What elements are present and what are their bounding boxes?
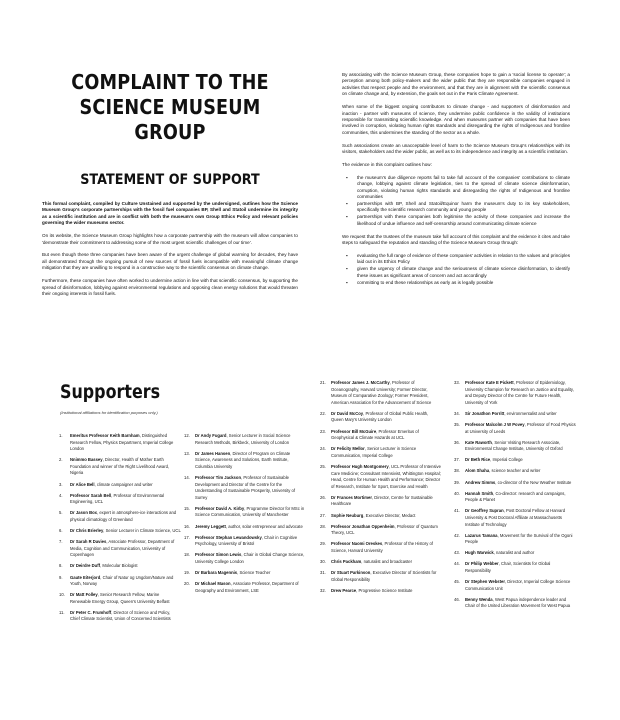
supporter-item (454, 480, 576, 487)
supporter-item (320, 464, 442, 490)
supporters-column-4 (454, 380, 576, 614)
supporter-number: 27. (320, 512, 326, 518)
supporter-affiliation: , co-director of the New Weather Institute (495, 479, 572, 485)
supporter-affiliation: , Chair in Cognitive Psychology, University of Bristol (195, 534, 298, 547)
supporter-name: Chris Packham (331, 558, 362, 564)
supporter-affiliation: , UCL Professor of Intensive Care Medicine; Consultant Intensivist, Whittington Hospital; Head, Centre for Human Health and Performance; Director of Research, Institute for Sport, Exercise and Health (331, 463, 441, 489)
statement-subtitle: STATEMENT OF SUPPORT (80, 172, 260, 188)
supporter-number: 3. (59, 481, 63, 487)
supporter-name: Dr Philip Webber (465, 561, 499, 567)
supporter-item (454, 579, 576, 592)
evidence-item: ▪ partnerships with these companies both legitimise the activity of these companies and increase the likelihood of undue influence and self-censorship around communicating climate science (356, 214, 570, 227)
supporters-column-2 (184, 433, 306, 599)
supporter-item (320, 380, 442, 406)
supporter-name: Dr Chris Brierley (70, 528, 104, 534)
supporter-affiliation: , Professor of Food Physics at University of Leeds (465, 421, 576, 434)
supporter-affiliation: , Senior Lecturer in Social Science Research Methods, Birkbeck, University of London (195, 433, 291, 445)
supporter-number: 7. (59, 539, 63, 545)
supporters-column-1 (59, 433, 181, 628)
supporter-number: 19. (184, 570, 190, 575)
supporter-name: Sophie Neuburg (331, 512, 364, 518)
supporter-number: 9. (59, 574, 63, 580)
supporter-name: Dr Stephen Webster (465, 579, 505, 585)
supporter-item (454, 491, 576, 504)
supporter-affiliation: , Senior Research Fellow, Marine Renewable Energy Group, Queen's University Belfast (70, 592, 170, 604)
supporter-item (320, 429, 442, 442)
supporter-item (454, 468, 576, 475)
supporter-affiliation: , environmentalist and writer (504, 410, 557, 416)
title-line-1: COMPLAINT TO THE (71, 70, 269, 94)
supporter-name: Professor David A. Kirby (195, 505, 245, 511)
supporter-name: Dr Felicity Mellor (331, 446, 365, 452)
supporter-number: 29. (320, 541, 326, 547)
supporter-item (320, 446, 442, 459)
supporter-number: 21. (320, 380, 326, 385)
supporter-affiliation: , Director, Centre for Sustainable Healthcare (331, 494, 433, 507)
supporter-number: 12. (184, 433, 190, 438)
supporter-name: Professor Stephan Lewandowsky (195, 534, 262, 540)
supporter-name: Dr Michael Mason (195, 581, 231, 587)
supporter-number: 16. (184, 523, 190, 529)
supporter-affiliation: , Professor of Global Public Health, Queen Mary's University London (331, 410, 429, 423)
supporter-affiliation: , Professor Emeritus of Geophysical & Climate Hazards at UCL (331, 428, 419, 441)
supporter-affiliation: , Director of Program on Climate Science, Awareness and Solutions, Earth Institute, Columbia University (195, 450, 291, 469)
supporter-item (454, 457, 576, 464)
supporter-name: Dr Peter C. Frumhoff (70, 609, 112, 615)
left-column (42, 62, 298, 304)
supporter-number: 42. (454, 532, 460, 538)
supporter-affiliation: , Movement for the Survival of the Ogoni People (465, 532, 573, 545)
supporter-affiliation: , Co-director: research and campaigns, People & Planet (465, 490, 566, 503)
supporter-number: 34. (454, 410, 460, 416)
supporter-number: 32. (320, 587, 326, 593)
request-item: ▪ evaluating the full range of evidence of these companies' activities in relation to the values and principles laid out in its Ethics Policy (356, 253, 570, 266)
supporter-affiliation: , Imperial College (490, 457, 523, 463)
disinformation-paragraph: Furthermore, these companies have often worked to undermine action in line with that scientific consensus, by supporting the spread of disinformation, lobbying against environmental regulations and opposing clean energy solutions that would threaten their ongoing interests in fossil fuels. (42, 278, 298, 296)
supporter-affiliation: , naturalist and author (493, 550, 535, 556)
supporter-item (184, 581, 306, 594)
supporters-column-3 (320, 380, 442, 599)
supporter-number: 15. (184, 505, 190, 511)
supporter-item (320, 559, 442, 566)
supporter-name: Professor Bill McGuire (331, 428, 377, 434)
supporter-affiliation: , author, solar entrepreneur and advocate (225, 523, 303, 529)
supporter-affiliation: , Associate Professor, Department of Geography and Environment, LSE (195, 581, 299, 593)
supporter-name: Professor James J. McCarthy (331, 380, 390, 385)
supporter-number: 45. (454, 579, 460, 585)
supporter-item (454, 422, 576, 435)
supporter-item (320, 541, 442, 554)
supporter-name: Kate Raworth (465, 439, 492, 445)
supporter-item (59, 539, 181, 559)
social-license-paragraph: By associating with the Science Museum Group, these companies hope to gain a 'social license to operate'; a perception among both policy-makers and the wider public that they are responsible companies engaged in activities that respect people and the environment, and that they are in alignment with the scientific consensus on climate change and, by extension, the goals set out in the Paris Climate Agreement. (342, 72, 570, 97)
supporter-affiliation: , Programme Director for MSc in Science Communication, University of Manchester (195, 505, 305, 518)
supporter-affiliation: , Senior Lecturer in Climate Science, UCL (103, 528, 181, 534)
supporter-name: Dr Deirdre Duff (70, 563, 101, 569)
supporter-item (59, 575, 181, 588)
supporter-name: Professor Sarah Bell (70, 492, 112, 498)
evidence-item: ▪ the museum's due diligence reports fail to take full account of the companies' contributions to climate change, lobbying against climate legislation, ties to the spread of climate science disinformation, corruption, violating human rights standards and disregarding the rights of Indigenous and frontline communities (356, 175, 570, 201)
supporter-number: 46. (454, 596, 460, 602)
title-line-2: SCIENCE MUSEUM (79, 95, 261, 119)
supporter-name: Andrew Simms (465, 479, 496, 485)
supporter-item (320, 411, 442, 424)
supporter-name: Dr Geoffrey Supran (465, 508, 504, 514)
supporter-affiliation: , West Papua independence leader and Chair of the United Liberation Movement for West Papua (465, 596, 571, 609)
supporter-affiliation: , Chair in Global Change Science, University College London (195, 552, 305, 564)
supporter-item (320, 513, 442, 520)
supporter-affiliation: , climate campaigner and writer (94, 481, 153, 487)
supporter-name: Professor Malcolm J W Povey (465, 421, 525, 427)
supporter-name: Dr Barbara Magennis (195, 570, 238, 575)
title-line-3: GROUP (134, 120, 206, 144)
supporter-name: Dr Matt Folley (70, 592, 98, 598)
supporter-name: Hugh Warwick (465, 550, 494, 556)
supporter-affiliation: , Molecular Biologist (100, 563, 138, 569)
supporter-number: 13. (184, 450, 190, 456)
supporter-number: 28. (320, 523, 326, 529)
supporter-affiliation: , Director, Health of Mother Earth Foundation and winner of the Right Livelihood Award, Nigeria (70, 457, 170, 476)
supporter-number: 4. (59, 492, 63, 498)
intro-paragraph: This formal complaint, compiled by Culture Unstained and supported by the undersigned, outlines how the Science Museum Group's corporate partnerships with the fossil fuel companies BP, Shell and Statoil undermine its integrity as a scientific institution and are in conflict with both the museum's own Group Ethics Policy and relevant policies governing the wider museums sector. (42, 201, 298, 226)
supporter-number: 5. (59, 510, 63, 516)
supporter-name: Professor Hugh Montgomery (331, 463, 389, 469)
supporter-item (454, 533, 576, 546)
supporter-affiliation: , Distinguished Research Fellow, Physics Department, Imperial College London (70, 433, 174, 452)
supporter-number: 23. (320, 428, 326, 434)
supporter-item (184, 552, 306, 565)
supporter-affiliation: , Senior Lecturer in Science Communication, Imperial College (331, 446, 417, 458)
supporter-name: Drew Pearce (331, 587, 357, 593)
supporter-item (59, 482, 181, 489)
supporter-item (59, 457, 181, 477)
supporter-affiliation: , Senior Visiting Research Associate, Environmental Change Institute, University of Oxford (465, 439, 563, 452)
evidence-item: ▪ partnerships with BP, Shell and Statoil/Equinor harm the museum's duty to its key stakeholders, specifically the scientific research community and young people (356, 201, 570, 214)
supporter-number: 8. (59, 563, 63, 569)
supporter-affiliation: , Associate Professor, Department of Media, Cognition and Communication, University of Copenhagen (70, 539, 175, 558)
supporter-name: Dr Jason Box (70, 510, 97, 516)
supporter-number: 43. (454, 550, 460, 556)
supporter-name: Emeritus Professor Keith Barnham (70, 433, 140, 438)
supporter-affiliation: , Chair, Scientists for Global Responsibility (465, 561, 551, 573)
document-title (60, 70, 280, 145)
supporters-title: Supporters (60, 382, 161, 403)
website-paragraph: On its website, the Science Museum Group highlights how a corporate partnership with the museum will allow companies to 'demonstrate their commitment to addressing some of the most urgent scientific challenges of our time'. (42, 233, 298, 245)
supporter-number: 18. (184, 552, 190, 558)
supporter-number: 17. (184, 534, 190, 540)
supporter-number: 11. (59, 609, 65, 615)
supporter-affiliation: , naturalist and broadcaster (361, 558, 413, 564)
supporter-affiliation: , Professor of Epidemiology, University Champion for Research on Justice and Equality, and Deputy Director of the Centre for Future Health, University of York (465, 380, 574, 405)
supporter-item (59, 510, 181, 523)
supporter-number: 20. (184, 581, 190, 587)
supporter-number: 2. (59, 457, 63, 463)
supporter-item (320, 524, 442, 537)
supporter-name: Professor Jonathan Oppenheim (331, 523, 395, 529)
supporter-number: 22. (320, 410, 326, 416)
affiliations-note: (Institutional affiliations for identification purposes only.) (60, 410, 158, 415)
supporter-name: Dr James Hansen (195, 450, 231, 456)
supporter-number: 37. (454, 457, 460, 463)
request-item: ▪ given the urgency of climate change and the seriousness of climate science disinformation, to identify these issues as significant areas of concern and act accordingly (356, 266, 570, 279)
supporter-name: Professor Naomi Oreskes (331, 541, 383, 547)
supporter-name: Dr Stuart Parkinson (331, 570, 371, 576)
supporter-number: 10. (59, 592, 65, 598)
supporter-affiliation: , Professor of Environmental Engineering, UCL (70, 492, 165, 505)
supporters-page (0, 360, 620, 720)
supporter-affiliation: , Professor of Oceanography, Harvard University; Former Director, Museum of Comparative Zoology; Former President, American Association for the Advancement of Science (331, 380, 432, 405)
supporter-item (454, 508, 576, 528)
harm-paragraph: Such associations create an unacceptable level of harm to the Science Museum Group's relationships with its visitors, stakeholders and the wider public, as well as to its independence and integrity as a scientific institution. (342, 142, 570, 155)
supporter-number: 31. (320, 570, 326, 576)
request-intro: We request that the trustees of the museum take full account of this complaint and the evidence it cites and take steps to safeguard the reputation and standing of the Science Museum Group through: (342, 233, 570, 246)
supporter-item (184, 506, 306, 519)
supporter-name: Jeremy Leggett (195, 523, 226, 529)
supporter-item (454, 440, 576, 453)
right-column (342, 72, 570, 292)
supporter-item (59, 610, 181, 623)
supporter-item (184, 451, 306, 471)
supporter-number: 36. (454, 439, 460, 445)
supporter-number: 25. (320, 463, 326, 469)
supporter-item (184, 475, 306, 501)
supporter-item (320, 495, 442, 508)
supporter-affiliation: , Chair of Natur og Ungdom/Nature and Youth, Norway (70, 574, 174, 587)
evidence-list (356, 175, 570, 227)
supporter-item (454, 597, 576, 610)
supporter-item (59, 563, 181, 570)
supporter-item (454, 411, 576, 418)
supporter-name: Professor Kate E Pickett (465, 380, 514, 385)
supporter-name: Gaute Eiterjord (70, 574, 101, 580)
supporter-number: 39. (454, 479, 460, 485)
supporter-item (454, 550, 576, 557)
supporter-affiliation: , Professor of Quantum Theory, UCL (331, 523, 438, 536)
supporter-name: Dr Frances Mortimer (331, 494, 372, 500)
supporter-item (59, 493, 181, 506)
supporter-name: Sir Jonathon Porritt (465, 410, 505, 416)
supporter-item (320, 588, 442, 595)
supporter-affiliation: , Executive Director of Scientists for Global Responsibility (331, 570, 437, 582)
supporter-item (320, 570, 442, 583)
undermine-paragraph: When some of the biggest ongoing contributors to climate change - and supporters of disinformation and inaction - partner with museums of science, they undermine public confidence in the validity of institutions responsible for transmitting scientific knowledge. And when museums partner with companies that have been involved in corruption, violating human rights standards and disregarding the rights of Indigenous and frontline communities, this undermines the standing of the sector as a whole. (342, 104, 570, 135)
supporter-number: 14. (184, 474, 190, 480)
supporter-item (184, 535, 306, 548)
request-item: ▪ committing to end these relationships as early as is legally possible (356, 280, 570, 286)
supporter-item (184, 524, 306, 531)
supporter-number: 1. (59, 433, 63, 438)
supporter-number: 24. (320, 446, 326, 452)
evidence-intro: The evidence in this complaint outlines how: (342, 161, 432, 167)
supporter-name: Nnimmo Bassey (70, 457, 103, 463)
supporter-affiliation: , Director of Science and Policy, Chief Climate Scientist, Union of Concerned Scientists (70, 609, 171, 622)
supporter-name: Alom Shaha (465, 468, 490, 474)
supporter-affiliation: , expert in atmosphere-ice interactions and physical climatology of Greenland (70, 510, 177, 522)
supporter-number: 41. (454, 508, 460, 514)
supporter-name: Dr Andy Fugard (195, 433, 227, 438)
supporter-number: 40. (454, 490, 460, 496)
supporter-number: 30. (320, 558, 326, 564)
supporter-name: Dr Beth Rice (465, 457, 491, 463)
supporter-item (184, 570, 306, 577)
supporter-name: Lazarus Tamana (465, 532, 498, 538)
supporter-item (184, 433, 306, 446)
supporter-name: Professor Tim Jackson (195, 474, 242, 480)
supporter-affiliation: , Post Doctoral Fellow at Harvard University & Post Doctoral Affiliate at Massachusetts Institute of Technology (465, 508, 566, 527)
awareness-paragraph: But even though these three companies have been aware of the urgent challenge of global warming for decades, they have all demonstrated through the ongoing pursuit of new sources of fossil fuels incompatible with meaningful climate change mitigation that they are unwilling to respond in a constructive way to the scientific consensus on climate change. (42, 252, 298, 271)
supporter-affiliation: , Progressive Science Institute (356, 587, 413, 593)
supporter-affiliation: , Professor of Sustainable Development and Director of the Centre for the Understanding of Sustainable Prosperity, University of Surrey (195, 474, 296, 500)
supporter-number: 35. (454, 421, 460, 427)
supporter-item (59, 433, 181, 453)
supporter-affiliation: , Professor of the History of Science, Harvard University (331, 541, 433, 553)
supporter-affiliation: , Executive Director, Medact (363, 512, 416, 518)
supporter-affiliation: , science teacher and writer (489, 468, 541, 474)
supporter-name: Professor Simon Lewis (195, 552, 242, 558)
supporter-name: Benny Wenda (465, 596, 493, 602)
supporter-item (454, 561, 576, 574)
request-list (356, 253, 570, 286)
supporter-name: Dr Alice Bell (70, 481, 95, 487)
supporter-name: Hannah Smith (465, 490, 494, 496)
supporter-number: 44. (454, 561, 460, 567)
supporter-affiliation: , Director, Imperial College Science Communication Unit (465, 579, 571, 591)
supporter-number: 6. (59, 528, 63, 534)
supporter-item (59, 528, 181, 535)
supporter-item (454, 380, 576, 406)
supporter-affiliation: , Science Teacher (237, 570, 271, 575)
supporter-number: 33. (454, 380, 460, 385)
supporter-item (59, 592, 181, 605)
supporter-number: 38. (454, 468, 460, 474)
supporter-name: Dr David McCoy (331, 410, 364, 416)
supporter-name: Dr Sarah R Davies (70, 539, 107, 545)
supporter-number: 26. (320, 494, 326, 500)
